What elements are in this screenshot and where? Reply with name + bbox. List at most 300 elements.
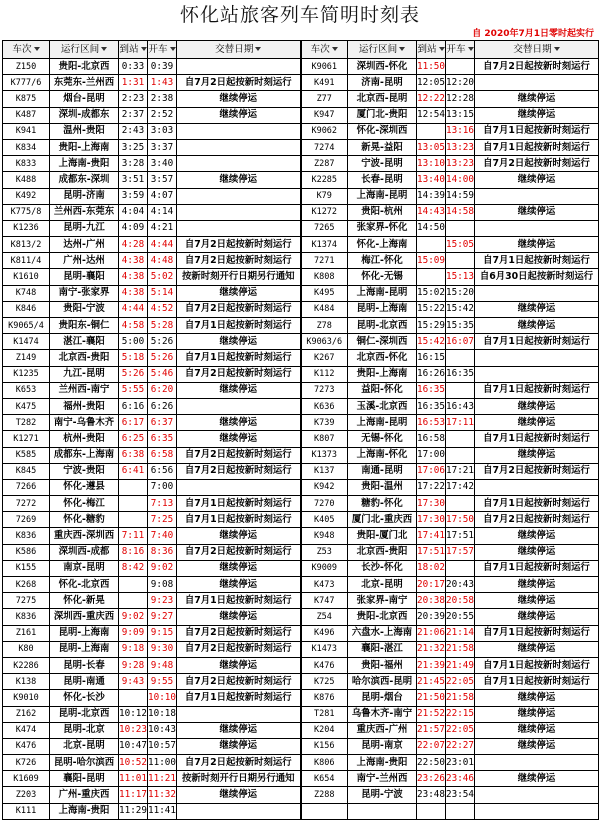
left-route-cell: 杭州-贵阳 [50, 431, 119, 447]
dropdown-arrow-icon[interactable] [468, 47, 474, 51]
right-remark-cell [475, 366, 599, 382]
right-departure-cell [446, 59, 475, 75]
right-route-cell: 贵阳-福州 [348, 657, 417, 673]
header-train-no-left[interactable]: 车次 [3, 41, 50, 59]
right-route-cell: 昆明-南京 [348, 738, 417, 754]
left-remark-cell [177, 204, 301, 220]
right-departure-cell: 14:59 [446, 188, 475, 204]
left-remark-cell: 自7月1日起按新时刻运行 [177, 496, 301, 512]
left-remark-cell: 继续停运 [177, 172, 301, 188]
right-remark-cell [475, 75, 599, 91]
right-remark-cell: 继续停运 [475, 690, 599, 706]
right-train-no-cell: K876 [301, 690, 348, 706]
left-route-cell: 上海南-贵阳 [50, 156, 119, 172]
right-train-no-cell: K484 [301, 301, 348, 317]
table-row [3, 75, 599, 91]
left-departure-cell: 3:37 [148, 139, 177, 155]
dropdown-arrow-icon[interactable] [101, 47, 107, 51]
right-remark-cell [475, 285, 599, 301]
right-departure-cell: 21:58 [446, 641, 475, 657]
right-remark-cell [475, 188, 599, 204]
left-remark-cell: 自7月2日起按新时刻运行 [177, 674, 301, 690]
right-route-cell: 上海南-怀化 [348, 447, 417, 463]
left-arrival-cell: 9:18 [119, 641, 148, 657]
left-train-no-cell: K585 [3, 447, 50, 463]
left-remark-cell: 继续停运 [177, 285, 301, 301]
left-departure-cell: 9:55 [148, 674, 177, 690]
left-train-no-cell: K1271 [3, 431, 50, 447]
right-remark-cell: 自7月1日起按新时刻运行 [475, 123, 599, 139]
left-departure-cell: 11:41 [148, 803, 177, 819]
right-arrival-cell: 14:50 [417, 220, 446, 236]
left-route-cell: 怀化-北京西 [50, 577, 119, 593]
left-remark-cell [177, 220, 301, 236]
dropdown-arrow-icon[interactable] [332, 47, 338, 51]
right-arrival-cell: 17:30 [417, 512, 446, 528]
right-route-cell: 怀化-无锡 [348, 269, 417, 285]
right-arrival-cell: 17:00 [417, 447, 446, 463]
right-train-no-cell: K747 [301, 593, 348, 609]
left-departure-cell: 7:25 [148, 512, 177, 528]
left-remark-cell: 继续停运 [177, 415, 301, 431]
left-route-cell: 昆明-南通 [50, 674, 119, 690]
right-departure-cell: 17:51 [446, 528, 475, 544]
left-train-no-cell: K155 [3, 560, 50, 576]
left-arrival-cell: 7:11 [119, 528, 148, 544]
left-train-no-cell: 7269 [3, 512, 50, 528]
table-row [3, 560, 599, 576]
left-remark-cell: 继续停运 [177, 738, 301, 754]
right-remark-cell: 继续停运 [475, 544, 599, 560]
left-arrival-cell: 9:02 [119, 609, 148, 625]
right-departure-cell: 15:05 [446, 237, 475, 253]
right-route-cell: 铜仁-深圳西 [348, 334, 417, 350]
right-remark-cell: 自7月1日起按新时刻运行 [475, 625, 599, 641]
right-train-no-cell [301, 803, 348, 819]
left-train-no-cell: K836 [3, 609, 50, 625]
left-arrival-cell [119, 496, 148, 512]
table-row [3, 577, 599, 593]
right-remark-cell: 继续停运 [475, 706, 599, 722]
left-train-no-cell: K80 [3, 641, 50, 657]
right-route-cell: 昆明-宁波 [348, 787, 417, 803]
right-departure-cell: 15:42 [446, 301, 475, 317]
left-train-no-cell: K268 [3, 577, 50, 593]
right-departure-cell: 16:07 [446, 334, 475, 350]
right-train-no-cell: Z54 [301, 609, 348, 625]
left-remark-cell [177, 59, 301, 75]
right-arrival-cell: 17:51 [417, 544, 446, 560]
left-departure-cell: 10:10 [148, 690, 177, 706]
left-train-no-cell: K138 [3, 674, 50, 690]
right-remark-cell: 自7月1日起按新时刻运行 [475, 674, 599, 690]
left-departure-cell: 3:57 [148, 172, 177, 188]
table-row [3, 253, 599, 269]
table-row [3, 334, 599, 350]
header-route-right[interactable]: 运行区间 [348, 41, 417, 59]
header-remark-left[interactable]: 交替日期 [177, 41, 301, 59]
left-remark-cell: 按新时刻开行日期另行通知 [177, 269, 301, 285]
table-row [3, 156, 599, 172]
right-train-no-cell: K807 [301, 431, 348, 447]
right-arrival-cell: 22:07 [417, 738, 446, 754]
right-remark-cell: 自7月1日起按新时刻运行 [475, 334, 599, 350]
left-remark-cell [177, 188, 301, 204]
left-departure-cell: 9:15 [148, 625, 177, 641]
right-departure-cell: 16:43 [446, 398, 475, 414]
left-arrival-cell: 9:28 [119, 657, 148, 673]
left-arrival-cell: 11:01 [119, 771, 148, 787]
right-train-no-cell: K947 [301, 107, 348, 123]
right-remark-cell: 自7月2日起按新时刻运行 [475, 156, 599, 172]
right-route-cell: 上海南-昆明 [348, 285, 417, 301]
right-departure-cell: 23:46 [446, 771, 475, 787]
page-title: 怀化站旅客列车简明时刻表 [179, 4, 420, 26]
left-train-no-cell: K1609 [3, 771, 50, 787]
right-departure-cell: 17:57 [446, 544, 475, 560]
table-row [3, 722, 599, 738]
left-train-no-cell: K775/8 [3, 204, 50, 220]
right-route-cell: 昆明-上海南 [348, 301, 417, 317]
right-arrival-cell: 16:35 [417, 398, 446, 414]
right-remark-cell: 自7月1日起按新时刻运行 [475, 657, 599, 673]
table-row [3, 625, 599, 641]
right-remark-cell: 自7月1日起按新时刻运行 [475, 560, 599, 576]
left-arrival-cell: 4:28 [119, 237, 148, 253]
right-remark-cell [475, 350, 599, 366]
right-arrival-cell: 23:26 [417, 771, 446, 787]
left-departure-cell: 10:43 [148, 722, 177, 738]
left-train-no-cell: K834 [3, 139, 50, 155]
right-remark-cell: 继续停运 [475, 318, 599, 334]
left-route-cell: 福州-贵阳 [50, 398, 119, 414]
right-remark-cell: 自7月2日起按新时刻运行 [475, 512, 599, 528]
right-departure-cell: 17:42 [446, 479, 475, 495]
left-departure-cell: 6:26 [148, 398, 177, 414]
right-train-no-cell: Z288 [301, 787, 348, 803]
left-remark-cell: 自7月2日起按新时刻运行 [177, 641, 301, 657]
right-train-no-cell: Z287 [301, 156, 348, 172]
left-train-no-cell: 7272 [3, 496, 50, 512]
right-remark-cell: 继续停运 [475, 204, 599, 220]
dropdown-arrow-icon[interactable] [170, 47, 176, 51]
right-route-cell: 宁波-昆明 [348, 156, 417, 172]
left-train-no-cell: K492 [3, 188, 50, 204]
right-train-no-cell: T281 [301, 706, 348, 722]
left-remark-cell: 自7月1日起按新时刻运行 [177, 690, 301, 706]
left-arrival-cell: 6:38 [119, 447, 148, 463]
right-arrival-cell: 16:35 [417, 382, 446, 398]
left-route-cell: 宁波-贵阳 [50, 463, 119, 479]
right-remark-cell [475, 755, 599, 771]
left-train-no-cell: K1236 [3, 220, 50, 236]
right-departure-cell: 12:20 [446, 75, 475, 91]
left-train-no-cell: K653 [3, 382, 50, 398]
table-row [3, 172, 599, 188]
right-train-no-cell: K405 [301, 512, 348, 528]
right-train-no-cell: 7271 [301, 253, 348, 269]
right-arrival-cell: 23:48 [417, 787, 446, 803]
dropdown-arrow-icon[interactable] [141, 47, 147, 51]
left-remark-cell: 自7月1日起按新时刻运行 [177, 593, 301, 609]
left-arrival-cell: 4:58 [119, 318, 148, 334]
right-departure-cell [446, 560, 475, 576]
header-departure-right[interactable]: 开车 [446, 41, 475, 59]
left-route-cell: 兰州西-南宁 [50, 382, 119, 398]
left-remark-cell: 继续停运 [177, 657, 301, 673]
dropdown-arrow-icon[interactable] [34, 47, 40, 51]
left-departure-cell: 10:18 [148, 706, 177, 722]
right-arrival-cell [417, 269, 446, 285]
left-departure-cell: 5:26 [148, 334, 177, 350]
left-departure-cell: 2:38 [148, 91, 177, 107]
right-departure-cell: 17:50 [446, 512, 475, 528]
right-departure-cell [446, 350, 475, 366]
right-route-cell: 长春-昆明 [348, 172, 417, 188]
right-train-no-cell: K79 [301, 188, 348, 204]
right-arrival-cell: 20:39 [417, 609, 446, 625]
left-arrival-cell: 5:55 [119, 382, 148, 398]
left-arrival-cell [119, 512, 148, 528]
table-row [3, 139, 599, 155]
right-train-no-cell: K9063/6 [301, 334, 348, 350]
right-arrival-cell [417, 123, 446, 139]
right-arrival-cell: 21:39 [417, 657, 446, 673]
left-route-cell: 昆明-长春 [50, 657, 119, 673]
right-train-no-cell: K491 [301, 75, 348, 91]
right-arrival-cell: 15:09 [417, 253, 446, 269]
left-route-cell: 北京西-贵阳 [50, 350, 119, 366]
left-arrival-cell: 4:09 [119, 220, 148, 236]
right-train-no-cell: 7274 [301, 139, 348, 155]
right-arrival-cell: 17:30 [417, 496, 446, 512]
left-departure-cell: 2:52 [148, 107, 177, 123]
right-arrival-cell: 21:32 [417, 641, 446, 657]
left-remark-cell: 自7月2日起按新时刻运行 [177, 253, 301, 269]
left-remark-cell [177, 156, 301, 172]
left-train-no-cell: K474 [3, 722, 50, 738]
right-train-no-cell: 7265 [301, 220, 348, 236]
right-arrival-cell: 11:50 [417, 59, 446, 75]
left-train-no-cell: K111 [3, 803, 50, 819]
left-train-no-cell: K941 [3, 123, 50, 139]
right-train-no-cell: K739 [301, 415, 348, 431]
right-remark-cell: 自7月1日起按新时刻运行 [475, 382, 599, 398]
left-train-no-cell: K9010 [3, 690, 50, 706]
table-row [3, 463, 599, 479]
left-train-no-cell: K726 [3, 755, 50, 771]
right-departure-cell [446, 382, 475, 398]
left-departure-cell: 4:44 [148, 237, 177, 253]
left-departure-cell: 9:30 [148, 641, 177, 657]
table-row [3, 237, 599, 253]
table-row [3, 674, 599, 690]
header-route-left[interactable]: 运行区间 [50, 41, 119, 59]
left-arrival-cell: 3:25 [119, 139, 148, 155]
left-route-cell: 深圳西-成都 [50, 544, 119, 560]
right-route-cell: 六盘水-上海南 [348, 625, 417, 641]
right-arrival-cell: 16:26 [417, 366, 446, 382]
right-route-cell: 梅江-怀化 [348, 253, 417, 269]
table-row [3, 204, 599, 220]
left-departure-cell: 5:14 [148, 285, 177, 301]
left-train-no-cell: Z150 [3, 59, 50, 75]
left-route-cell: 成都东-深圳 [50, 172, 119, 188]
left-remark-cell: 继续停运 [177, 431, 301, 447]
table-row [3, 755, 599, 771]
dropdown-arrow-icon[interactable] [554, 47, 560, 51]
left-route-cell: 重庆西-深圳西 [50, 528, 119, 544]
table-row [3, 220, 599, 236]
left-arrival-cell: 10:23 [119, 722, 148, 738]
left-departure-cell: 5:02 [148, 269, 177, 285]
right-departure-cell [446, 220, 475, 236]
left-route-cell: 成都东-上海南 [50, 447, 119, 463]
left-arrival-cell: 10:52 [119, 755, 148, 771]
left-arrival-cell: 11:29 [119, 803, 148, 819]
left-departure-cell: 6:37 [148, 415, 177, 431]
right-train-no-cell: K204 [301, 722, 348, 738]
right-train-no-cell: K725 [301, 674, 348, 690]
left-departure-cell: 7:00 [148, 479, 177, 495]
left-arrival-cell [119, 593, 148, 609]
table-row [3, 350, 599, 366]
right-route-cell: 深圳西-怀化 [348, 59, 417, 75]
right-route-cell: 厦门北-贵阳 [348, 107, 417, 123]
left-arrival-cell: 4:44 [119, 301, 148, 317]
right-arrival-cell: 13:10 [417, 156, 446, 172]
left-departure-cell: 11:32 [148, 787, 177, 803]
left-departure-cell: 9:27 [148, 609, 177, 625]
right-train-no-cell: K1272 [301, 204, 348, 220]
effective-date-notice: 自 2020年7月1日零时起实行 [472, 29, 594, 39]
left-route-cell: 南京-昆明 [50, 560, 119, 576]
left-departure-cell: 3:40 [148, 156, 177, 172]
left-remark-cell: 自7月2日起按新时刻运行 [177, 544, 301, 560]
left-remark-cell: 自7月2日起按新时刻运行 [177, 366, 301, 382]
header-train-no-right[interactable]: 车次 [301, 41, 348, 59]
left-train-no-cell: K9065/4 [3, 318, 50, 334]
left-remark-cell: 自7月2日起按新时刻运行 [177, 447, 301, 463]
header-arrival-left[interactable]: 到站 [119, 41, 148, 59]
right-route-cell: 无锡-怀化 [348, 431, 417, 447]
left-remark-cell: 继续停运 [177, 528, 301, 544]
right-route-cell: 玉溪-北京西 [348, 398, 417, 414]
left-arrival-cell: 10:12 [119, 706, 148, 722]
left-departure-cell: 6:20 [148, 382, 177, 398]
right-departure-cell: 21:58 [446, 690, 475, 706]
right-arrival-cell: 17:06 [417, 463, 446, 479]
right-departure-cell: 15:35 [446, 318, 475, 334]
dropdown-arrow-icon[interactable] [399, 47, 405, 51]
left-train-no-cell: Z162 [3, 706, 50, 722]
left-arrival-cell: 6:41 [119, 463, 148, 479]
right-route-cell: 昆明-烟台 [348, 690, 417, 706]
right-remark-cell: 继续停运 [475, 528, 599, 544]
left-remark-cell: 自7月2日起按新时刻运行 [177, 755, 301, 771]
right-train-no-cell: K942 [301, 479, 348, 495]
left-remark-cell: 继续停运 [177, 91, 301, 107]
right-arrival-cell: 16:58 [417, 431, 446, 447]
right-departure-cell: 22:27 [446, 738, 475, 754]
right-route-cell: 糖豹-怀化 [348, 496, 417, 512]
left-route-cell: 南宁-张家界 [50, 285, 119, 301]
right-departure-cell: 20:43 [446, 577, 475, 593]
dropdown-arrow-icon[interactable] [255, 47, 261, 51]
right-train-no-cell: K156 [301, 738, 348, 754]
right-train-no-cell: K496 [301, 625, 348, 641]
left-arrival-cell [119, 479, 148, 495]
table-row [3, 787, 599, 803]
right-remark-cell: 自7月1日起按新时刻运行 [475, 431, 599, 447]
right-arrival-cell: 16:53 [417, 415, 446, 431]
right-arrival-cell: 20:17 [417, 577, 446, 593]
right-route-cell: 哈尔滨西-昆明 [348, 674, 417, 690]
header-arrival-right[interactable]: 到站 [417, 41, 446, 59]
right-route-cell: 怀化-深圳西 [348, 123, 417, 139]
left-train-no-cell: K487 [3, 107, 50, 123]
header-remark-right[interactable]: 交替日期 [475, 41, 599, 59]
table-row [3, 690, 599, 706]
table-row [3, 301, 599, 317]
right-route-cell: 重庆西-广州 [348, 722, 417, 738]
right-remark-cell [475, 479, 599, 495]
table-row [3, 415, 599, 431]
table-row [3, 318, 599, 334]
right-arrival-cell: 13:40 [417, 172, 446, 188]
dropdown-arrow-icon[interactable] [439, 47, 445, 51]
left-arrival-cell: 6:17 [119, 415, 148, 431]
right-remark-cell: 自6月30日起按新时刻运行 [475, 269, 599, 285]
table-row [3, 431, 599, 447]
table-row [3, 398, 599, 414]
left-remark-cell: 继续停运 [177, 560, 301, 576]
left-train-no-cell: K777/6 [3, 75, 50, 91]
right-route-cell: 新晃-益阳 [348, 139, 417, 155]
table-row [3, 91, 599, 107]
left-route-cell: 昆明-哈尔滨西 [50, 755, 119, 771]
table-row [3, 382, 599, 398]
table-row [3, 641, 599, 657]
header-departure-left[interactable]: 开车 [148, 41, 177, 59]
left-remark-cell: 自7月1日起按新时刻运行 [177, 350, 301, 366]
right-train-no-cell: K654 [301, 771, 348, 787]
right-remark-cell: 继续停运 [475, 237, 599, 253]
right-departure-cell [446, 803, 475, 819]
right-remark-cell: 继续停运 [475, 447, 599, 463]
right-remark-cell [475, 787, 599, 803]
left-arrival-cell: 4:38 [119, 285, 148, 301]
left-train-no-cell: K811/4 [3, 253, 50, 269]
left-arrival-cell: 4:04 [119, 204, 148, 220]
right-remark-cell: 继续停运 [475, 722, 599, 738]
table-row [3, 593, 599, 609]
right-departure-cell [446, 496, 475, 512]
right-departure-cell: 17:21 [446, 463, 475, 479]
right-train-no-cell: 7273 [301, 382, 348, 398]
left-arrival-cell: 8:16 [119, 544, 148, 560]
right-route-cell: 怀化-上海南 [348, 237, 417, 253]
left-remark-cell: 自7月2日起按新时刻运行 [177, 75, 301, 91]
right-arrival-cell: 21:50 [417, 690, 446, 706]
right-departure-cell: 22:15 [446, 706, 475, 722]
left-arrival-cell: 4:38 [119, 269, 148, 285]
left-remark-cell [177, 706, 301, 722]
right-arrival-cell: 14:43 [417, 204, 446, 220]
table-row [3, 657, 599, 673]
left-train-no-cell: T282 [3, 415, 50, 431]
left-departure-cell: 4:52 [148, 301, 177, 317]
